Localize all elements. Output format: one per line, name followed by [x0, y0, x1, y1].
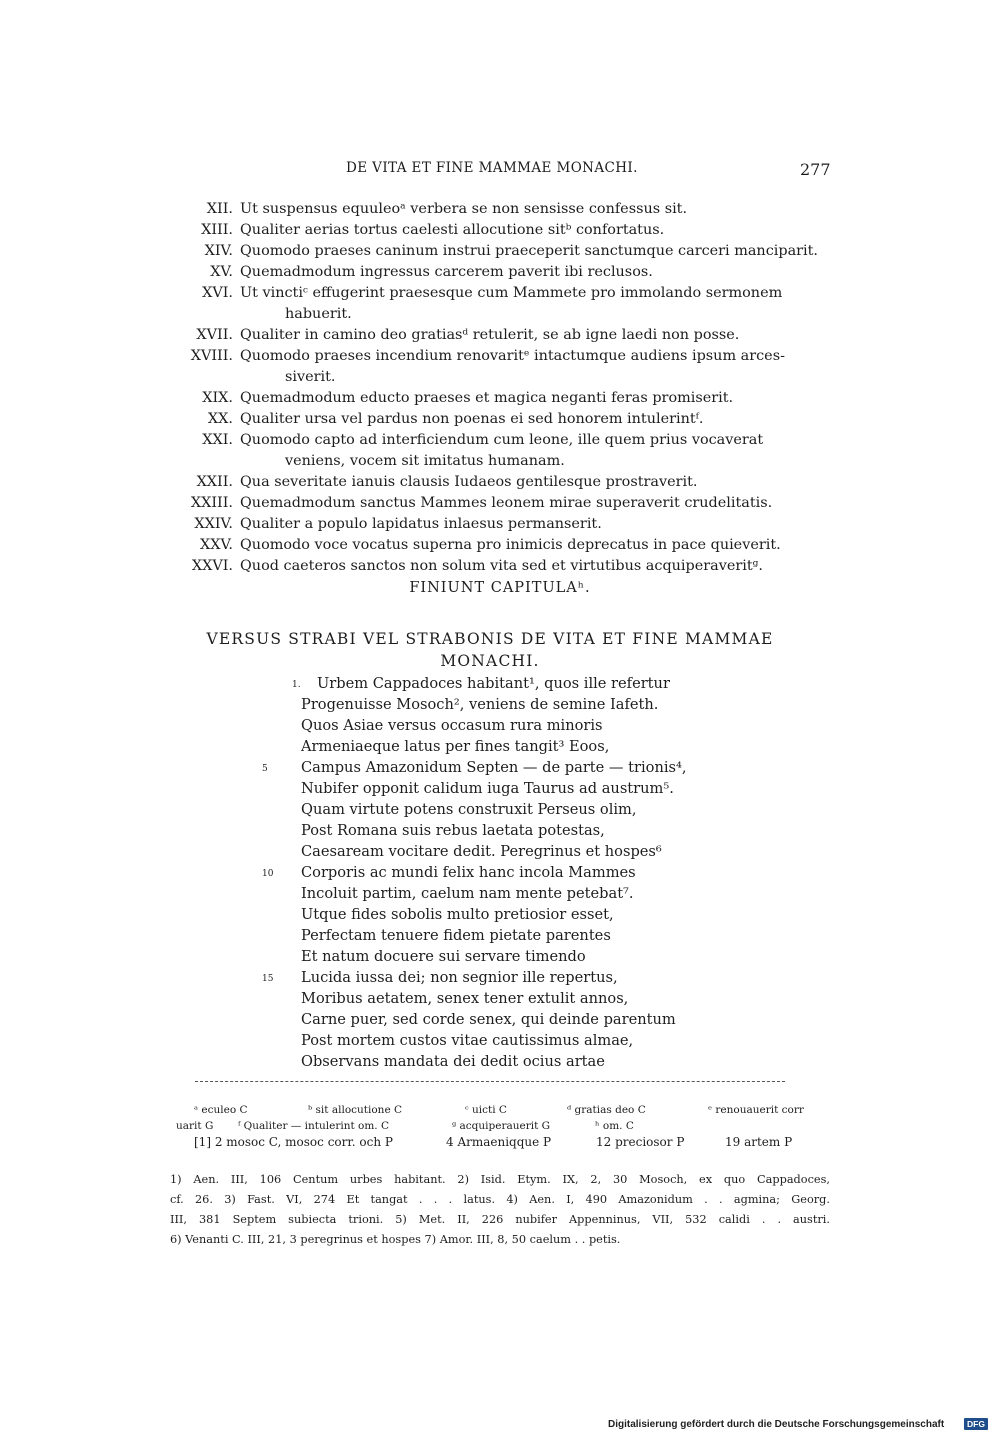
chapter-number: XIV.	[204, 243, 233, 259]
source-note-line: 6) Venanti C. III, 21, 3 peregrinus et hospes 7) Amor. III, 8, 50 caelum . . petis.	[170, 1233, 621, 1246]
verse-text: Moribus aetatem, senex tener extulit annos,	[301, 990, 629, 1007]
chapter-entry	[0, 241, 1000, 262]
chapter-number: XIX.	[202, 390, 233, 406]
verse-line	[0, 673, 1000, 694]
chapter-text: Quod caeteros sanctos non solum vita sed et virtutibus acquiperaveritᵍ.	[240, 558, 763, 574]
dfg-logo: DFG	[964, 1418, 988, 1430]
verse-text: Utque fides sobolis multo pretiosior esset,	[301, 906, 614, 923]
chapter-text: Ut vinctiᶜ effugerint praesesque cum Mammete pro immolando sermonem	[240, 285, 783, 301]
verse-text: Incoluit partim, caelum nam mente petebat⁷.	[301, 885, 634, 902]
chapter-text: veniens, vocem sit imitatus humanam.	[285, 453, 565, 469]
chapter-number: XVII.	[196, 327, 233, 343]
critical-apparatus	[176, 1102, 830, 1150]
chapter-number: XXIII.	[190, 495, 233, 511]
chapter-entry	[0, 199, 1000, 220]
chapter-text: Quomodo voce vocatus superna pro inimicis deprecatus in pace quieverit.	[240, 537, 781, 553]
chapter-number: XXI.	[202, 432, 233, 448]
chapter-text: Qualiter ursa vel pardus non poenas ei sed honorem intulerintᶠ.	[240, 411, 704, 427]
apparatus-note: ᵈ gratias deo C	[567, 1104, 646, 1116]
verse-line	[0, 1030, 1000, 1051]
verse-text: Quam virtute potens construxit Perseus olim,	[301, 801, 637, 818]
poem-title-line-2: MONACHI.	[440, 652, 540, 670]
verse-text: Post Romana suis rebus laetata potestas,	[301, 822, 605, 839]
chapter-text: Qualiter a populo lapidatus inlaesus permanserit.	[240, 516, 602, 532]
verse-text: Armeniaeque latus per fines tangit³ Eoos,	[301, 738, 610, 755]
chapter-number: XIII.	[201, 222, 233, 238]
apparatus-row	[176, 1118, 830, 1134]
source-notes	[170, 1170, 830, 1250]
chapter-entry	[0, 325, 1000, 346]
verse-text: Corporis ac mundi felix hanc incola Mammes	[301, 864, 636, 881]
chapter-entry	[0, 493, 1000, 514]
footnote-rule	[195, 1081, 785, 1082]
apparatus-note: ᶜ uicti C	[465, 1104, 507, 1116]
verse-text: Nubifer opponit calidum iuga Taurus ad austrum⁵.	[301, 780, 674, 797]
chapter-number: XXIV.	[194, 516, 233, 532]
verse-line	[0, 1051, 1000, 1072]
verse-text: Campus Amazonidum Septen — de parte — trionis⁴,	[301, 759, 687, 776]
apparatus-note: ᵍ acquiperauerit G	[452, 1120, 551, 1132]
source-note-line: 1) Aen. III, 106 Centum urbes habitant. 2) Isid. Etym. IX, 2, 30 Mosoch, ex quo Cappadoces,	[170, 1173, 830, 1186]
apparatus-note: ʰ om. C	[595, 1120, 634, 1132]
verse-line	[0, 757, 1000, 778]
verse-line	[0, 694, 1000, 715]
chapter-entry	[0, 535, 1000, 556]
verse-number: 15	[262, 974, 274, 984]
verse-line	[0, 967, 1000, 988]
finiunt-capitula: FINIUNT CAPITULAʰ.	[409, 580, 591, 596]
verse-line	[0, 799, 1000, 820]
verse-line	[0, 778, 1000, 799]
chapter-entry	[0, 283, 1000, 325]
chapter-number: XX.	[207, 411, 233, 427]
chapter-entry	[0, 430, 1000, 472]
verse-line	[0, 736, 1000, 757]
verse-line	[0, 904, 1000, 925]
apparatus-row	[190, 1134, 830, 1150]
verse-number: 10	[262, 869, 274, 879]
verse-text: Carne puer, sed corde senex, qui deinde parentum	[301, 1011, 676, 1028]
verse-number: 1.	[292, 680, 301, 690]
chapter-entry	[0, 556, 1000, 577]
verse-text: Urbem Cappadoces habitant¹, quos ille refertur	[317, 675, 670, 692]
funding-notice: Digitalisierung gefördert durch die Deutsche Forschungsgemeinschaft	[608, 1419, 945, 1430]
verse-line	[0, 862, 1000, 883]
chapter-entry	[0, 346, 1000, 388]
verse-text: Perfectam tenuere fidem pietate parentes	[301, 927, 611, 944]
chapter-number: XV.	[210, 264, 233, 280]
verse-line	[0, 1009, 1000, 1030]
chapter-number: XXII.	[196, 474, 233, 490]
apparatus-note: ᵉ renouauerit corr	[708, 1104, 804, 1116]
chapter-text: Quomodo praeses incendium renovaritᵉ intactumque audiens ipsum arces-	[240, 348, 785, 364]
chapter-text: Ut suspensus equuleoᵃ verbera se non sensisse confessus sit.	[240, 201, 688, 217]
verse-line	[0, 988, 1000, 1009]
apparatus-note: ᵃ eculeo C	[194, 1104, 248, 1116]
verse-line	[0, 715, 1000, 736]
chapter-text: Quemadmodum ingressus carcerem paverit ibi reclusos.	[240, 264, 653, 280]
verse-text: Lucida iussa dei; non segnior ille repertus,	[301, 969, 618, 986]
apparatus-note: 4 Armaeniqque P	[446, 1135, 552, 1149]
verse-line	[0, 883, 1000, 904]
apparatus-note: ᵇ sit allocutione C	[308, 1104, 403, 1116]
apparatus-note: [1] 2 mosoc C, mosoc corr. och P	[194, 1135, 393, 1149]
verse-text: Caesaream vocitare dedit. Peregrinus et hospes⁶	[301, 843, 662, 860]
verse-text: Progenuisse Mosoch², veniens de semine Iafeth.	[301, 696, 659, 713]
chapter-text: Qua severitate ianuis clausis Iudaeos gentilesque prostraverit.	[240, 474, 698, 490]
apparatus-note: 19 artem P	[725, 1135, 793, 1149]
chapter-text: Qualiter aerias tortus caelesti allocutione sitᵇ confortatus.	[240, 222, 665, 238]
verse-text: Quos Asiae versus occasum rura minoris	[301, 717, 603, 734]
page-number: 277	[800, 160, 831, 179]
apparatus-note: uarit G	[176, 1120, 214, 1132]
chapter-text: Quemadmodum sanctus Mammes leonem mirae superaverit crudelitatis.	[240, 495, 773, 511]
chapter-list	[0, 199, 1000, 577]
poem-title-line-1: VERSUS STRABI VEL STRABONIS DE VITA ET FINE MAMMAE	[206, 630, 774, 648]
apparatus-row	[190, 1102, 830, 1118]
chapter-entry	[0, 409, 1000, 430]
verse-text: Post mortem custos vitae cautissimus almae,	[301, 1032, 634, 1049]
chapter-text: Quomodo praeses caninum instrui praeceperit sanctumque carceri manciparit.	[240, 243, 818, 259]
chapter-text: Quomodo capto ad interficiendum cum leone, ille quem prius vocaverat	[240, 432, 764, 448]
chapter-text: siverit.	[285, 369, 336, 385]
chapter-number: XXVI.	[191, 558, 233, 574]
apparatus-note: ᶠ Qualiter — intulerint om. C	[238, 1120, 389, 1132]
chapter-entry	[0, 220, 1000, 241]
poem	[0, 673, 1000, 1072]
chapter-number: XXV.	[200, 537, 233, 553]
verse-line	[0, 925, 1000, 946]
poem-title	[195, 628, 785, 672]
chapter-number: XVIII.	[190, 348, 233, 364]
verse-text: Et natum docuere sui servare timendo	[301, 948, 586, 965]
verse-line	[0, 946, 1000, 967]
chapter-entry	[0, 472, 1000, 493]
source-note-line: III, 381 Septem subiecta trioni. 5) Met. II, 226 nubifer Appenninus, VII, 532 calidi . . austri.	[170, 1213, 830, 1226]
chapter-text: Quemadmodum educto praeses et magica neganti feras promiserit.	[240, 390, 734, 406]
source-note-line: cf. 26. 3) Fast. VI, 274 Et tangat . . . latus. 4) Aen. I, 490 Amazonidum . . agmina; Georg.	[170, 1193, 830, 1206]
verse-line	[0, 841, 1000, 862]
chapter-entry	[0, 388, 1000, 409]
chapter-entry	[0, 514, 1000, 535]
verse-line	[0, 820, 1000, 841]
verse-text: Observans mandata dei dedit ocius artae	[301, 1053, 605, 1070]
chapter-text: Qualiter in camino deo gratiasᵈ retulerit, se ab igne laedi non posse.	[240, 327, 740, 343]
verse-number: 5	[262, 764, 268, 774]
chapter-entry	[0, 262, 1000, 283]
chapter-number: XVI.	[202, 285, 233, 301]
running-title: DE VITA ET FINE MAMMAE MONACHI.	[346, 160, 638, 176]
apparatus-note: 12 preciosor P	[596, 1135, 685, 1149]
chapter-number: XII.	[206, 201, 233, 217]
chapter-text: habuerit.	[285, 306, 352, 322]
